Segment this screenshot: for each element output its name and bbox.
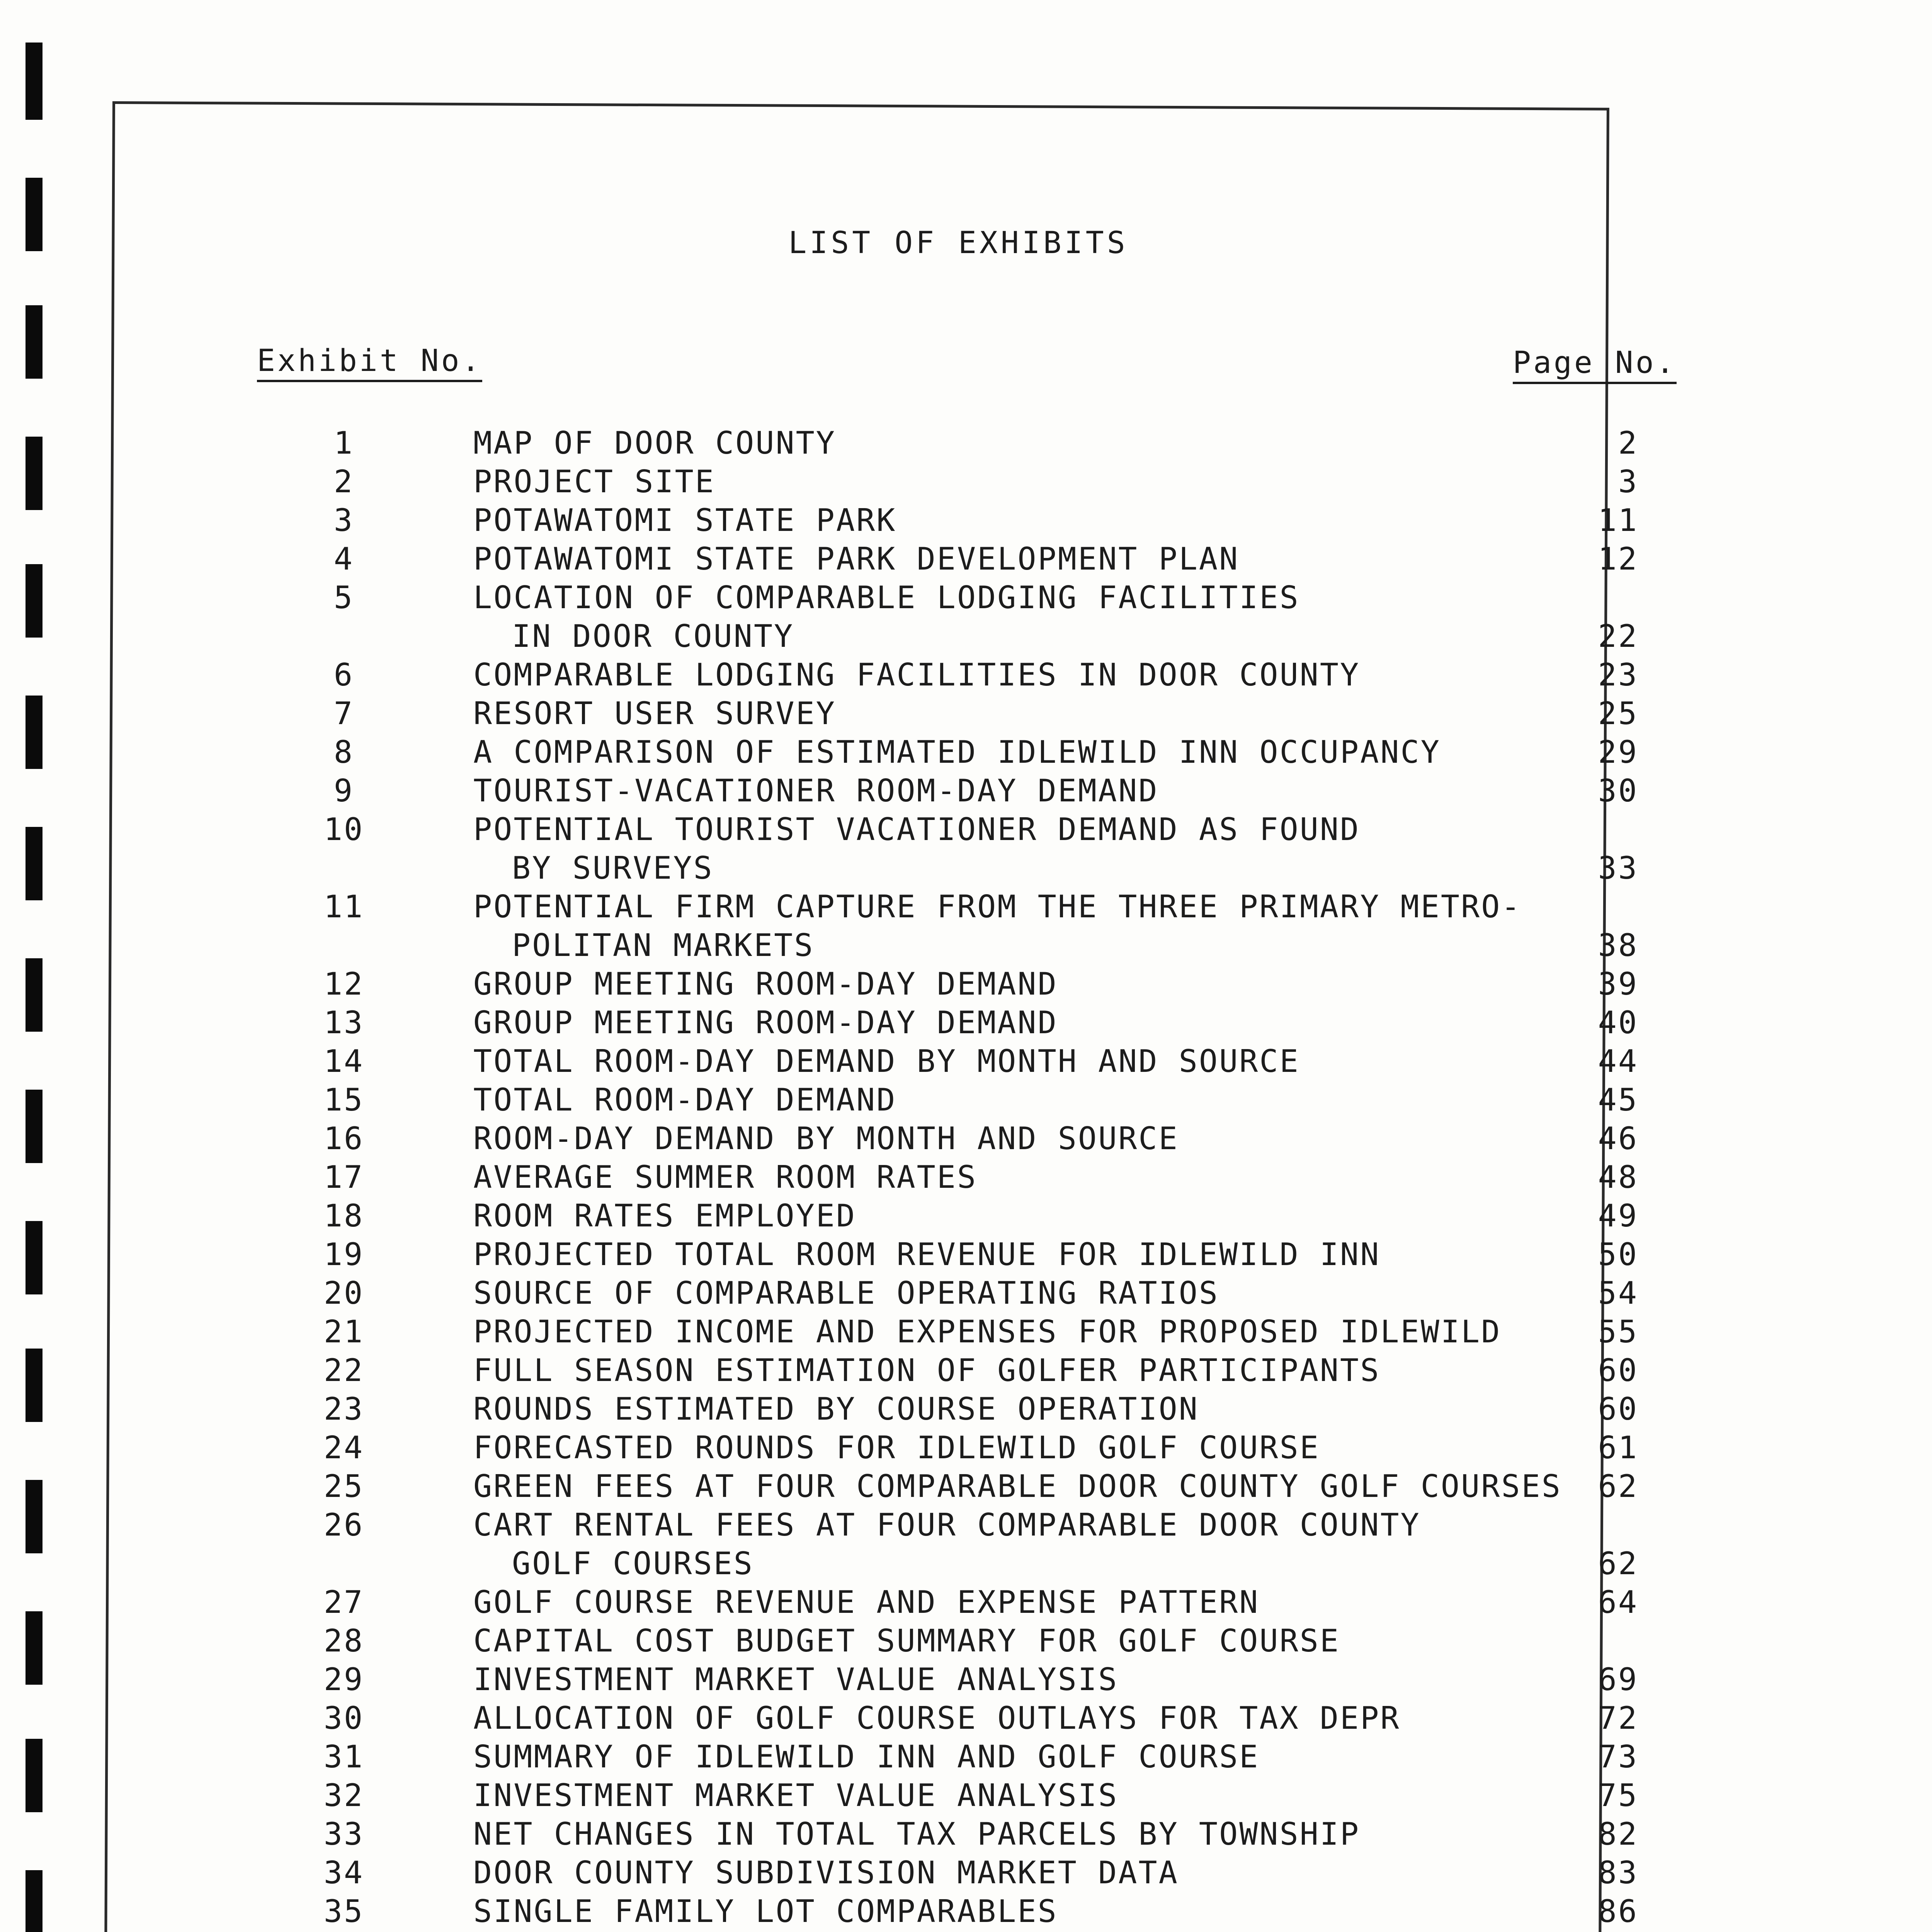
exhibit-title-line: FORECASTED ROUNDS FOR IDLEWILD GOLF COURSE xyxy=(473,1430,1320,1466)
exhibit-title-line: TOURIST-VACATIONER ROOM-DAY DEMAND xyxy=(473,773,1159,809)
exhibit-title xyxy=(473,1042,1594,1081)
exhibit-number: 7 xyxy=(333,696,354,731)
exhibit-number: 18 xyxy=(323,1198,364,1234)
exhibit-page: 29 xyxy=(1598,734,1638,770)
exhibit-title xyxy=(473,694,1594,733)
exhibit-number: 21 xyxy=(323,1314,364,1350)
exhibit-title-line: LOCATION OF COMPARABLE LODGING FACILITIES xyxy=(473,580,1300,616)
exhibit-number: 15 xyxy=(323,1082,364,1118)
exhibit-page: 50 xyxy=(1598,1236,1638,1272)
exhibit-row xyxy=(0,501,1932,540)
exhibit-title-line: RESORT USER SURVEY xyxy=(473,696,836,731)
exhibit-page: 69 xyxy=(1598,1662,1638,1697)
exhibit-page: 45 xyxy=(1598,1082,1638,1118)
exhibit-title xyxy=(473,1892,1594,1931)
exhibit-page: 54 xyxy=(1598,1275,1638,1311)
exhibit-page: 64 xyxy=(1598,1584,1638,1620)
exhibit-title xyxy=(473,1854,1594,1892)
exhibit-page: 49 xyxy=(1598,1198,1638,1234)
exhibit-page: 75 xyxy=(1598,1777,1638,1813)
exhibit-page: 25 xyxy=(1598,696,1638,731)
exhibit-row xyxy=(0,1235,1932,1274)
exhibit-row xyxy=(0,888,1932,963)
exhibit-title-continuation: IN DOOR COUNTY xyxy=(512,618,794,654)
exhibit-row xyxy=(0,810,1932,886)
exhibit-title xyxy=(473,1583,1594,1622)
exhibit-title xyxy=(473,1815,1594,1854)
exhibit-title-line: SOURCE OF COMPARABLE OPERATING RATIOS xyxy=(473,1275,1219,1311)
exhibit-row xyxy=(0,1738,1932,1776)
exhibit-page: 40 xyxy=(1598,1005,1638,1041)
exhibit-row xyxy=(0,463,1932,501)
exhibit-title-line: SUMMARY OF IDLEWILD INN AND GOLF COURSE xyxy=(473,1739,1260,1775)
exhibit-number: 20 xyxy=(323,1275,364,1311)
page-no-header: Page No. xyxy=(1513,348,1677,384)
exhibit-title-line: TOTAL ROOM-DAY DEMAND xyxy=(473,1082,897,1118)
exhibit-number: 27 xyxy=(323,1584,364,1620)
exhibit-title-line: FULL SEASON ESTIMATION OF GOLFER PARTICIPANTS xyxy=(473,1352,1381,1388)
exhibit-row xyxy=(0,1429,1932,1467)
exhibit-row xyxy=(0,1158,1932,1197)
exhibit-page: 23 xyxy=(1598,657,1638,693)
exhibit-number: 14 xyxy=(323,1043,364,1079)
exhibit-number: 17 xyxy=(323,1159,364,1195)
exhibit-number: 1 xyxy=(333,425,354,461)
exhibit-number: 22 xyxy=(323,1352,364,1388)
exhibit-title-line: DOOR COUNTY SUBDIVISION MARKET DATA xyxy=(473,1855,1179,1891)
exhibit-number: 2 xyxy=(333,464,354,500)
exhibit-title xyxy=(473,888,1594,965)
exhibit-number: 10 xyxy=(323,811,364,847)
exhibit-row xyxy=(0,1583,1932,1622)
exhibit-title-line: POTENTIAL FIRM CAPTURE FROM THE THREE PRIMARY METRO- xyxy=(473,889,1522,925)
exhibit-number: 33 xyxy=(323,1816,364,1852)
exhibit-page: 82 xyxy=(1598,1816,1638,1852)
exhibit-title-line: NET CHANGES IN TOTAL TAX PARCELS BY TOWNSHIP xyxy=(473,1816,1361,1852)
exhibit-title xyxy=(473,810,1594,888)
exhibit-row xyxy=(0,540,1932,578)
exhibit-number: 5 xyxy=(333,580,354,616)
exhibit-number: 30 xyxy=(323,1700,364,1736)
exhibit-title xyxy=(473,656,1594,694)
exhibit-number: 16 xyxy=(323,1121,364,1156)
exhibit-row xyxy=(0,1854,1932,1892)
exhibit-title-line: A COMPARISON OF ESTIMATED IDLEWILD INN OCCUPANCY xyxy=(473,734,1441,770)
exhibit-page: 3 xyxy=(1618,464,1638,500)
exhibit-row xyxy=(0,694,1932,733)
exhibit-page: 55 xyxy=(1598,1314,1638,1350)
exhibit-row xyxy=(0,1815,1932,1854)
exhibit-title-line: POTAWATOMI STATE PARK DEVELOPMENT PLAN xyxy=(473,541,1240,577)
exhibit-number: 23 xyxy=(323,1391,364,1427)
exhibit-page: 11 xyxy=(1598,502,1638,538)
exhibit-row xyxy=(0,1274,1932,1313)
exhibit-title xyxy=(473,1081,1594,1119)
exhibit-page: 33 xyxy=(1598,850,1638,886)
exhibit-title-line: GREEN FEES AT FOUR COMPARABLE DOOR COUNTY GOLF COURSES xyxy=(473,1468,1562,1504)
exhibit-row xyxy=(0,772,1932,810)
exhibit-number: 28 xyxy=(323,1623,364,1659)
exhibit-title xyxy=(473,1119,1594,1158)
exhibit-row xyxy=(0,1892,1932,1931)
exhibit-row xyxy=(0,1081,1932,1119)
exhibit-title-line: GROUP MEETING ROOM-DAY DEMAND xyxy=(473,1005,1058,1041)
exhibit-page: 38 xyxy=(1598,927,1638,963)
exhibit-page: 62 xyxy=(1598,1468,1638,1504)
exhibit-number: 35 xyxy=(323,1893,364,1929)
exhibit-row xyxy=(0,578,1932,654)
exhibit-page: 30 xyxy=(1598,773,1638,809)
binding-hole xyxy=(26,305,43,379)
exhibit-page: 22 xyxy=(1598,618,1638,654)
exhibit-title xyxy=(473,424,1594,463)
exhibit-title xyxy=(473,1003,1594,1042)
exhibit-page: 46 xyxy=(1598,1121,1638,1156)
exhibit-title xyxy=(473,1390,1594,1429)
exhibit-title-continuation: GOLF COURSES xyxy=(512,1546,754,1582)
exhibit-row xyxy=(0,1622,1932,1660)
exhibit-page: 44 xyxy=(1598,1043,1638,1079)
exhibit-title-line: CAPITAL COST BUDGET SUMMARY FOR GOLF COURSE xyxy=(473,1623,1340,1659)
exhibit-page: 83 xyxy=(1598,1855,1638,1891)
exhibit-page: 72 xyxy=(1598,1700,1638,1736)
exhibit-row xyxy=(0,1119,1932,1158)
page-title: LIST OF EXHIBITS xyxy=(788,226,1128,260)
exhibit-page: 62 xyxy=(1598,1546,1638,1582)
exhibit-title xyxy=(473,1235,1594,1274)
exhibit-title-line: POTAWATOMI STATE PARK xyxy=(473,502,897,538)
exhibit-number: 32 xyxy=(323,1777,364,1813)
exhibit-title-line: CART RENTAL FEES AT FOUR COMPARABLE DOOR COUNTY xyxy=(473,1507,1421,1543)
exhibit-title-line: INVESTMENT MARKET VALUE ANALYSIS xyxy=(473,1777,1119,1813)
exhibit-title xyxy=(473,965,1594,1003)
exhibit-row xyxy=(0,1042,1932,1081)
exhibit-page: 86 xyxy=(1598,1893,1638,1929)
exhibit-page: 73 xyxy=(1598,1739,1638,1775)
exhibit-title xyxy=(473,1313,1594,1351)
exhibit-title-line: ALLOCATION OF GOLF COURSE OUTLAYS FOR TAX DEPR xyxy=(473,1700,1401,1736)
exhibit-title-line: MAP OF DOOR COUNTY xyxy=(473,425,836,461)
exhibit-number: 31 xyxy=(323,1739,364,1775)
exhibit-title-line: GROUP MEETING ROOM-DAY DEMAND xyxy=(473,966,1058,1002)
exhibit-row xyxy=(0,1660,1932,1699)
binding-hole xyxy=(26,43,43,120)
exhibit-title xyxy=(473,1197,1594,1235)
exhibit-row xyxy=(0,424,1932,463)
exhibit-title-line: INVESTMENT MARKET VALUE ANALYSIS xyxy=(473,1662,1119,1697)
exhibit-number: 4 xyxy=(333,541,354,577)
exhibit-number: 24 xyxy=(323,1430,364,1466)
exhibit-number: 13 xyxy=(323,1005,364,1041)
exhibit-title xyxy=(473,1660,1594,1699)
exhibit-row xyxy=(0,1506,1932,1582)
exhibit-title-line: ROOM-DAY DEMAND BY MONTH AND SOURCE xyxy=(473,1121,1179,1156)
exhibit-title-line: AVERAGE SUMMER ROOM RATES xyxy=(473,1159,978,1195)
exhibit-row xyxy=(0,1467,1932,1506)
exhibit-title-line: ROUNDS ESTIMATED BY COURSE OPERATION xyxy=(473,1391,1199,1427)
exhibit-title xyxy=(473,1429,1594,1467)
exhibit-row xyxy=(0,1197,1932,1235)
exhibit-number: 25 xyxy=(323,1468,364,1504)
exhibit-title xyxy=(473,463,1594,501)
exhibit-title-line: GOLF COURSE REVENUE AND EXPENSE PATTERN xyxy=(473,1584,1260,1620)
exhibit-title-line: ROOM RATES EMPLOYED xyxy=(473,1198,857,1234)
exhibit-page: 48 xyxy=(1598,1159,1638,1195)
exhibit-title-line: POTENTIAL TOURIST VACATIONER DEMAND AS FOUND xyxy=(473,811,1361,847)
exhibit-title xyxy=(473,1738,1594,1776)
exhibit-title xyxy=(473,1506,1594,1583)
exhibit-number: 29 xyxy=(323,1662,364,1697)
exhibit-row xyxy=(0,1003,1932,1042)
exhibit-number: 3 xyxy=(333,502,354,538)
exhibit-title xyxy=(473,1274,1594,1313)
exhibit-page: 2 xyxy=(1618,425,1638,461)
exhibit-title-continuation: POLITAN MARKETS xyxy=(512,927,815,963)
exhibit-title xyxy=(473,1351,1594,1390)
exhibit-number: 26 xyxy=(323,1507,364,1543)
exhibit-title xyxy=(473,1158,1594,1197)
exhibit-row xyxy=(0,1390,1932,1429)
exhibit-title xyxy=(473,1467,1594,1506)
exhibit-title-line: PROJECTED INCOME AND EXPENSES FOR PROPOSED IDLEWILD xyxy=(473,1314,1502,1350)
exhibit-number: 9 xyxy=(333,773,354,809)
exhibit-page: 60 xyxy=(1598,1352,1638,1388)
exhibit-row xyxy=(0,733,1932,772)
exhibit-title xyxy=(473,1699,1594,1738)
exhibit-title xyxy=(473,772,1594,810)
exhibit-title-line: SINGLE FAMILY LOT COMPARABLES xyxy=(473,1893,1058,1929)
exhibit-number: 11 xyxy=(323,889,364,925)
exhibit-title xyxy=(473,1776,1594,1815)
exhibit-page: 60 xyxy=(1598,1391,1638,1427)
exhibit-title-line: PROJECTED TOTAL ROOM REVENUE FOR IDLEWILD INN xyxy=(473,1236,1381,1272)
exhibit-row xyxy=(0,656,1932,694)
exhibit-page: 12 xyxy=(1598,541,1638,577)
exhibit-title xyxy=(473,1622,1594,1660)
exhibit-row xyxy=(0,1699,1932,1738)
exhibit-title-line: TOTAL ROOM-DAY DEMAND BY MONTH AND SOURCE xyxy=(473,1043,1300,1079)
exhibit-number: 8 xyxy=(333,734,354,770)
exhibit-row xyxy=(0,1351,1932,1390)
exhibit-number: 12 xyxy=(323,966,364,1002)
exhibit-title xyxy=(473,578,1594,656)
exhibit-page: 61 xyxy=(1598,1430,1638,1466)
exhibit-page: 39 xyxy=(1598,966,1638,1002)
exhibit-no-header: Exhibit No. xyxy=(257,346,482,382)
exhibit-number: 6 xyxy=(333,657,354,693)
exhibit-title-line: PROJECT SITE xyxy=(473,464,715,500)
exhibit-title-line: COMPARABLE LODGING FACILITIES IN DOOR COUNTY xyxy=(473,657,1361,693)
exhibit-title-continuation: BY SURVEYS xyxy=(512,850,714,886)
exhibit-number: 19 xyxy=(323,1236,364,1272)
exhibit-title xyxy=(473,540,1594,578)
exhibit-row xyxy=(0,965,1932,1003)
exhibit-title xyxy=(473,501,1594,540)
exhibit-title xyxy=(473,733,1594,772)
exhibit-number: 34 xyxy=(323,1855,364,1891)
exhibit-row xyxy=(0,1776,1932,1815)
exhibit-row xyxy=(0,1313,1932,1351)
